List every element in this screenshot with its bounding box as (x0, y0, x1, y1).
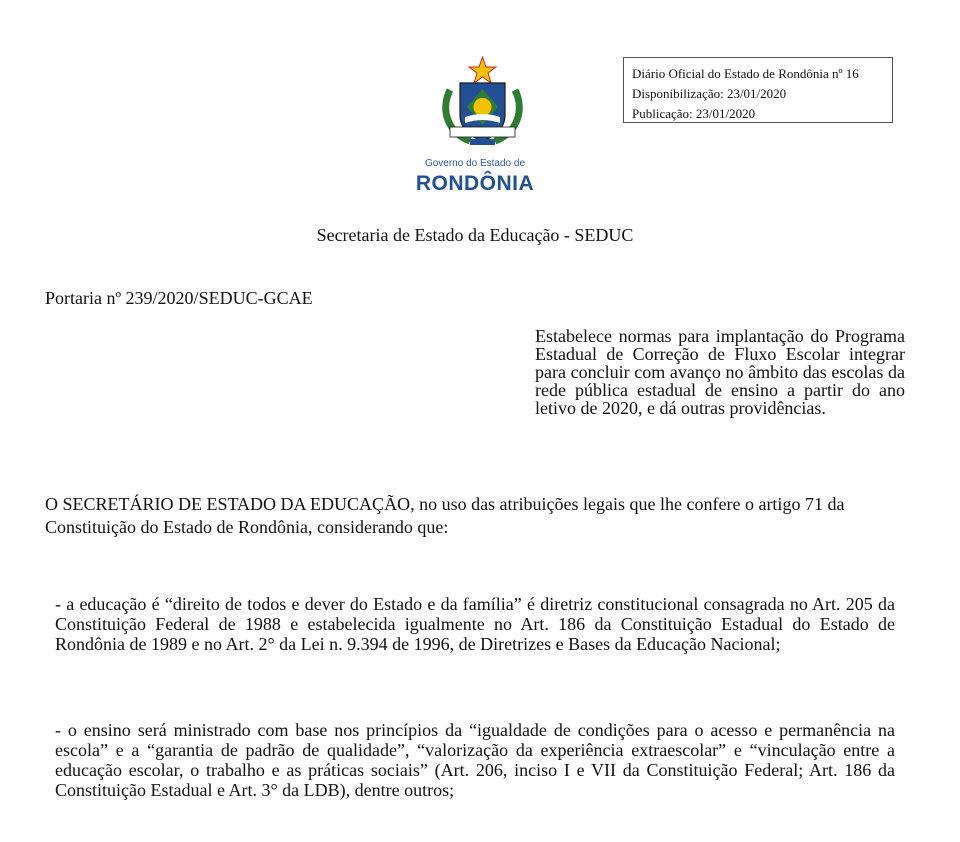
logo-state-name: RONDÔNIA (415, 172, 535, 195)
considerando-paragraph: - a educação é “direito de todos e dever do Estado e da família” é diretriz constitucional consagrada no Art. 205 da Constituição Federal de 1988 e estabelecida igualmente no Art. 186 da Constituição Estadual do Estado de Rondônia de 1989 e no Art. 2° da Lei n. 9.394 de 1996, de Diretrizes e Bases da Educação Nacional; (55, 594, 895, 654)
diario-oficial-stamp (623, 57, 893, 123)
stamp-publication-date: Publicação: 23/01/2020 (632, 106, 756, 121)
logo-caption: Governo do Estado de (424, 158, 526, 169)
considerando-paragraph: - o ensino será ministrado com base nos princípios da “igualdade de condições para o acesso e permanência na escola” e a “garantia de padrão de qualidade”, “valorização da experiência extraescolar” e “vinculação entre a educação escolar, o trabalho e as práticas sociais” (Art. 206, inciso I e VII da Constituição Federal; Art. 186 da Constituição Estadual e Art. 3° da LDB), dentre outros; (55, 720, 895, 800)
preamble: O SECRETÁRIO DE ESTADO DA EDUCAÇÃO, no uso das atribuições legais que lhe confere o artigo 71 da Constituição do Estado de Rondônia, considerando que: (45, 494, 845, 537)
ementa: Estabelece normas para implantação do Programa Estadual de Correção de Fluxo Escolar integrar para concluir com avanço no âmbito das escolas da rede pública estadual de ensino a partir do ano letivo de 2020, e dá outras providências. (535, 326, 905, 418)
department-title: Secretaria de Estado da Educação - SEDUC (316, 225, 634, 245)
portaria-number: Portaria nº 239/2020/SEDUC-GCAE (45, 288, 313, 308)
stamp-availability-date: Disponibilização: 23/01/2020 (632, 86, 787, 101)
coat-of-arms-icon (420, 55, 545, 155)
stamp-edition: Diário Oficial do Estado de Rondônia nº 16 (632, 66, 859, 81)
